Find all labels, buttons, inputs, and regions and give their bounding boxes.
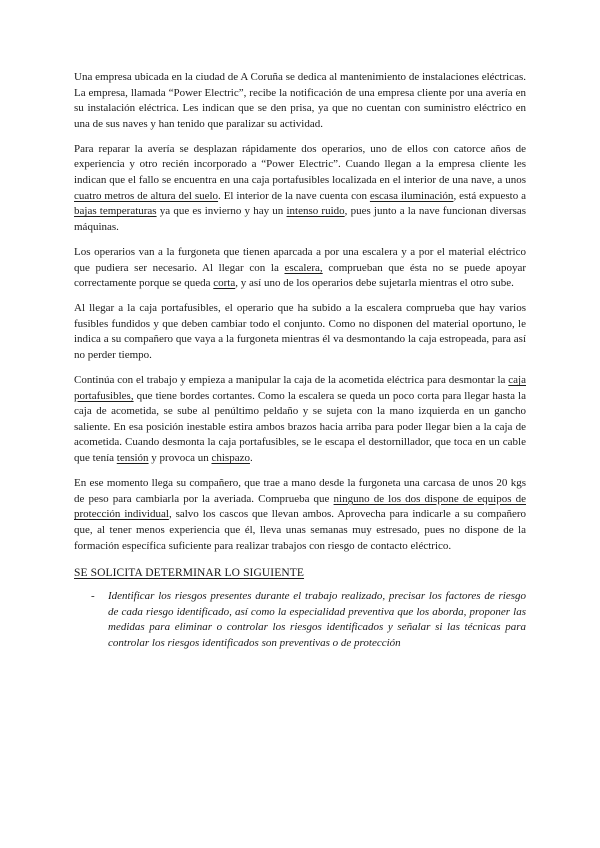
underlined-noise: intenso ruido xyxy=(286,205,345,218)
text-run: comprueban que ésta no se puede apoyar correctamente porque se queda xyxy=(74,261,526,290)
paragraph-accident xyxy=(74,373,526,467)
paragraph-partner xyxy=(74,476,526,554)
list-bullet: - xyxy=(91,590,95,603)
task-item xyxy=(74,589,526,651)
text-run: , pues junto a la nave funcionan diversas máquinas. xyxy=(74,205,527,233)
section-title: SE SOLICITA DETERMINAR LO SIGUIENTE xyxy=(74,567,305,580)
text-run: , y así uno de los operarios debe sujetarla mientras el otro sube. xyxy=(235,277,514,290)
text-run: , está expuesto a xyxy=(453,189,526,202)
text-run: que tiene bordes cortantes. Como la escalera se queda un poco corta para llegar hasta la caja de acometida, se sube al penúltimo peldaño y se sujeta con la mano izquierda en un gancho saliente. En esa posición inestable estira ambos brazos hacia arriba para poder llegar bien a la caja de acometida. Cuando desmonta la caja portafusibles, se le escapa el destornillador, que toca en un cable que tenía xyxy=(74,389,526,465)
underlined-lighting: escasa iluminación xyxy=(369,189,454,202)
underlined-temperature: bajas temperaturas xyxy=(74,205,157,218)
text-run: . xyxy=(249,452,253,465)
text-run: ya que es invierno y hay un xyxy=(156,205,287,218)
paragraph-ladder xyxy=(74,245,526,292)
underlined-spark: chispazo xyxy=(211,452,250,465)
text-run: , salvo los cascos que llevan ambos. Aprovecha para indicarle a su compañero que, al tener menos experiencia que él, lleva unas semanas muy estresado, pues no dispone de la formación específica suficiente para realizar trabajos con riesgo de contacto eléctrico. xyxy=(74,508,527,552)
underlined-ppe: ninguno de los dos dispone de equipos de protección individual xyxy=(74,492,527,521)
task-text: Identificar los riesgos presentes durante el trabajo realizado, precisar los factores de riesgo de cada riesgo identificado, así como la especialidad preventiva que los aborda, proponer las medidas para eliminar o controlar los riesgos identificados y señalar si las técnicas para controlar los riesgos identificados son preventivas o de protección xyxy=(108,590,526,649)
text-run: Los operarios van a la furgoneta que tienen aparcada a por una escalera y a por el material eléctrico que pudiera ser necesario. Al llegar con la xyxy=(74,245,526,274)
text-run: . El interior de la nave cuenta con xyxy=(218,189,370,202)
text-run: Para reparar la avería se desplazan rápidamente dos operarios, uno de ellos con catorce años de experiencia y otro recién incorporado a “Power Electric”. Cuando llegan a la empresa cliente les indican que el fallo se encuentra en una caja portafusibles localizada en el interior de una nave, a unos xyxy=(74,142,526,187)
underlined-fuse-box: caja portafusibles, xyxy=(74,374,526,402)
underlined-voltage: tensión xyxy=(116,452,149,465)
underlined-height: cuatro metros de altura del suelo xyxy=(74,189,219,202)
paragraph-fuses: Al llegar a la caja portafusibles, el operario que ha subido a la escalera comprueba que hay varios fusibles fundidos y que deben cambiar todo el conjunto. Como no disponen del material oportuno, le indica a su compañero que vaya a la furgoneta mientras él va desmontando la caja estropeada, para así no perder tiempo. xyxy=(74,302,526,361)
text-run: Continúa con el trabajo y empieza a manipular la caja de la acometida eléctrica para desmontar la xyxy=(74,374,509,387)
paragraph-intro: Una empresa ubicada en la ciudad de A Coruña se dedica al mantenimiento de instalaciones eléctricas. La empresa, llamada “Power Electric”, recibe la notificación de una empresa cliente por una avería en su instalación eléctrica. Les indican que se den prisa, ya que no cuentan con suministro eléctrico en una de sus naves y han tenido que paralizar su actividad. xyxy=(74,71,526,130)
text-run: y provoca un xyxy=(148,452,212,465)
text-run: En ese momento llega su compañero, que trae a mano desde la furgoneta una carcasa de unos 20 kgs de peso para cambiarla por la averiada. Comprueba que xyxy=(74,477,526,505)
underlined-short: corta xyxy=(213,277,236,290)
paragraph-repair xyxy=(74,142,526,236)
document-body xyxy=(74,70,526,652)
underlined-ladder: escalera, xyxy=(284,261,323,274)
